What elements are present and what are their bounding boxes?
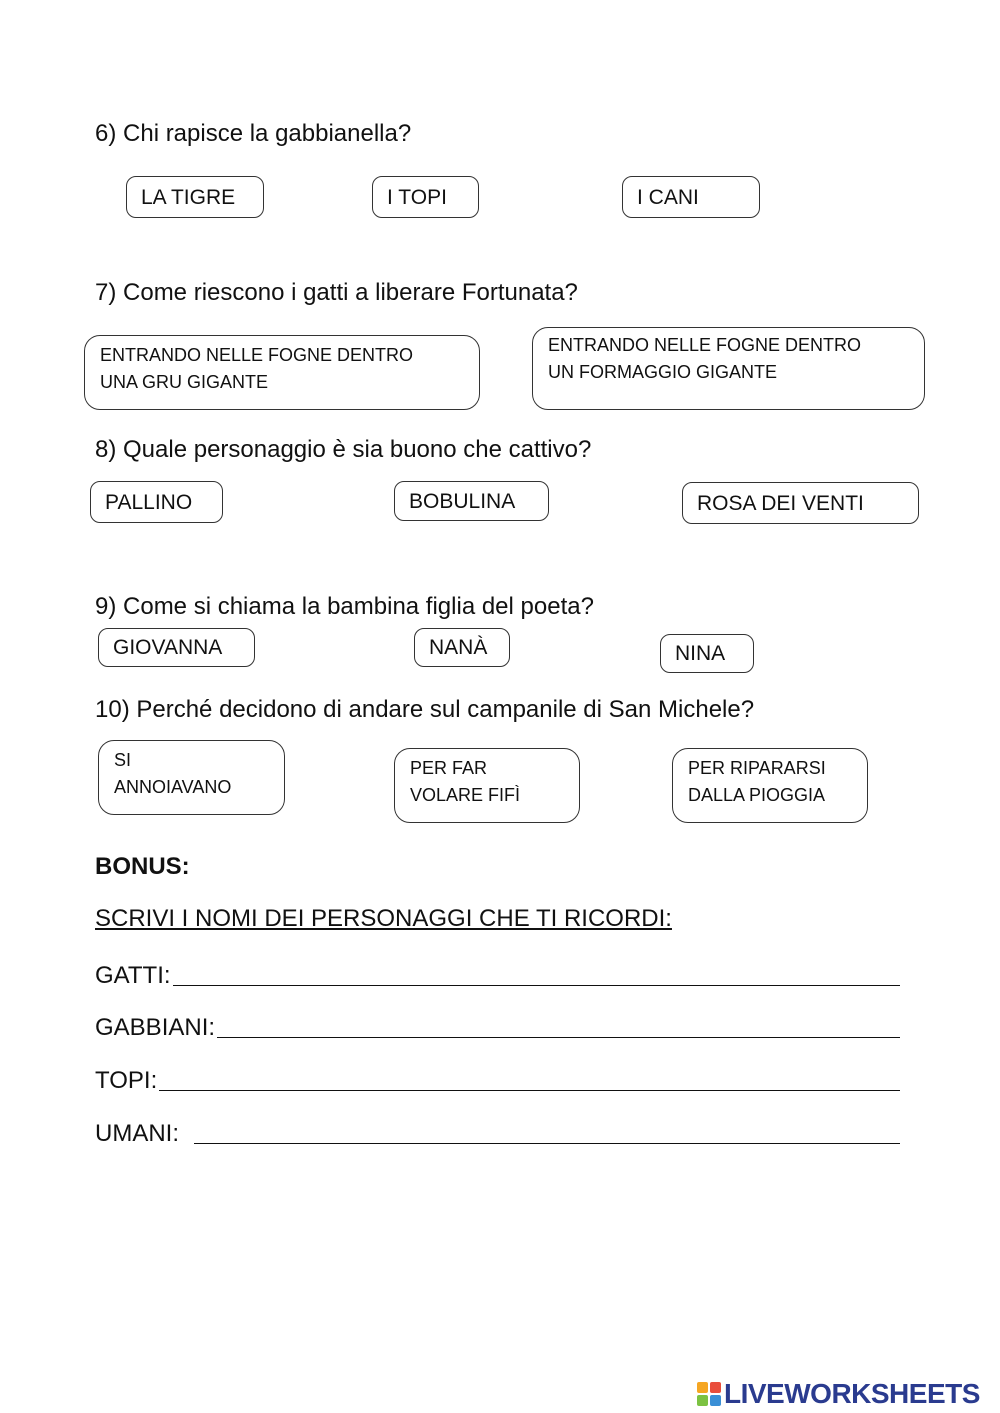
option-giovanna[interactable]: GIOVANNA (98, 628, 255, 667)
option-line: ANNOIAVANO (114, 777, 232, 797)
option-gru-gigante[interactable] (84, 335, 480, 410)
option-line: SI (114, 750, 132, 770)
fill-row-topi (95, 1063, 900, 1093)
option-line: DALLA PIOGGIA (688, 785, 826, 805)
fill-label-umani: UMANI: (95, 1120, 186, 1147)
fill-label-gatti: GATTI: (95, 962, 171, 989)
option-line: UNA GRU GIGANTE (100, 372, 269, 392)
liveworksheets-logo-icon (697, 1382, 721, 1406)
question-9: 9) Come si chiama la bambina figlia del poeta? (95, 593, 594, 620)
option-nana[interactable]: NANÀ (414, 628, 510, 667)
option-rosa-dei-venti[interactable]: ROSA DEI VENTI (682, 482, 919, 524)
option-line: ENTRANDO NELLE FOGNE DENTRO (100, 345, 414, 365)
question-7: 7) Come riescono i gatti a liberare Fortunata? (95, 279, 578, 306)
option-si-annoiavano[interactable] (98, 740, 285, 815)
option-line: UN FORMAGGIO GIGANTE (548, 362, 778, 382)
gatti-input[interactable] (173, 961, 900, 986)
option-per-ripararsi[interactable] (672, 748, 868, 823)
option-line: PER FAR (410, 758, 488, 778)
option-i-cani[interactable]: I CANI (622, 176, 760, 218)
umani-input[interactable] (194, 1119, 900, 1144)
question-8: 8) Quale personaggio è sia buono che cattivo? (95, 436, 592, 463)
option-i-topi[interactable]: I TOPI (372, 176, 479, 218)
option-bobulina[interactable]: BOBULINA (394, 481, 549, 521)
option-pallino[interactable]: PALLINO (90, 481, 223, 523)
brand-name: LIVEWORKSHEETS (724, 1378, 980, 1409)
option-line: PER RIPARARSI (688, 758, 826, 778)
option-la-tigre[interactable]: LA TIGRE (126, 176, 264, 218)
question-10: 10) Perché decidono di andare sul campanile di San Michele? (95, 696, 755, 723)
liveworksheets-logo[interactable] (697, 1378, 980, 1410)
option-line: VOLARE FIFÌ (410, 785, 521, 805)
fill-label-topi: TOPI: (95, 1067, 158, 1094)
option-nina[interactable]: NINA (660, 634, 754, 673)
option-per-far-volare-fifi[interactable] (394, 748, 580, 823)
fill-row-umani (95, 1116, 900, 1146)
fill-row-gatti (95, 958, 900, 988)
option-formaggio-gigante[interactable] (532, 327, 925, 410)
question-6: 6) Chi rapisce la gabbianella? (95, 120, 412, 147)
fill-row-gabbiani (95, 1010, 900, 1040)
option-line: ENTRANDO NELLE FOGNE DENTRO (548, 335, 862, 355)
fill-label-gabbiani: GABBIANI: (95, 1014, 216, 1041)
bonus-instruction: SCRIVI I NOMI DEI PERSONAGGI CHE TI RICORDI: (95, 905, 672, 932)
topi-input[interactable] (159, 1066, 900, 1091)
bonus-title: BONUS: (95, 853, 190, 880)
gabbiani-input[interactable] (217, 1013, 900, 1038)
